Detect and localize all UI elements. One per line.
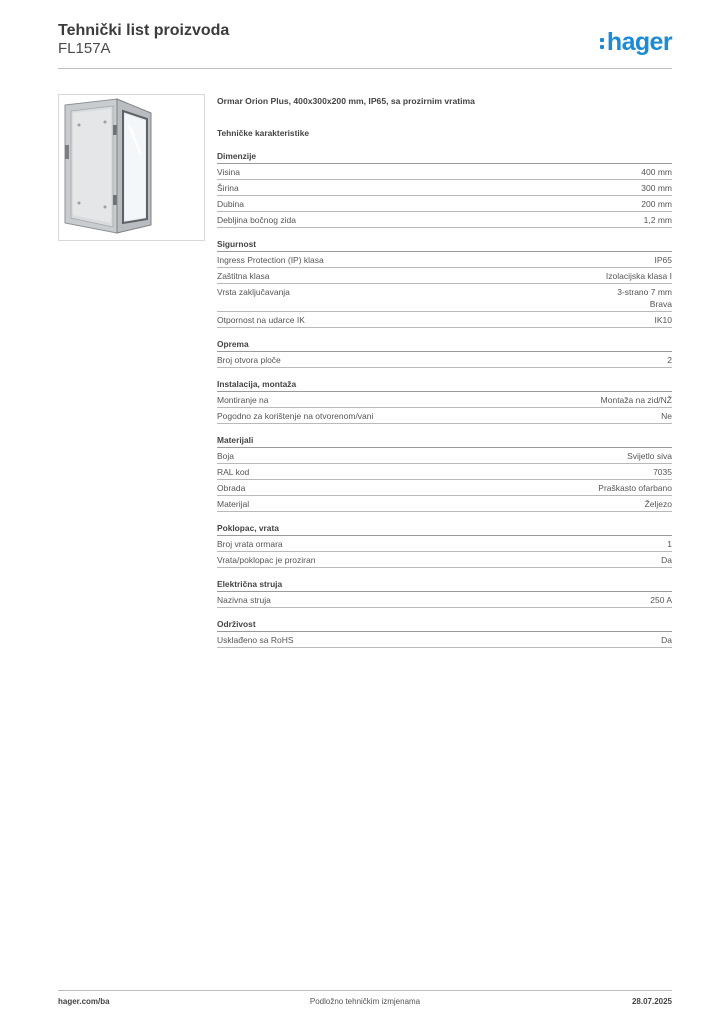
spec-value: 250 A bbox=[650, 595, 672, 605]
spec-label: Zaštitna klasa bbox=[217, 271, 270, 281]
spec-label: Otpornost na udarce IK bbox=[217, 315, 305, 325]
spec-group bbox=[217, 339, 672, 368]
specs-heading: Tehničke karakteristike bbox=[217, 128, 310, 138]
spec-row bbox=[217, 284, 672, 312]
spec-group-title: Instalacija, montaža bbox=[217, 379, 672, 392]
spec-group bbox=[217, 523, 672, 568]
spec-label: Dubina bbox=[217, 199, 244, 209]
spec-row bbox=[217, 212, 672, 228]
spec-row bbox=[217, 496, 672, 512]
spec-groups bbox=[217, 151, 672, 648]
spec-group bbox=[217, 379, 672, 424]
spec-label: Nazivna struja bbox=[217, 595, 271, 605]
spec-group bbox=[217, 579, 672, 608]
spec-label: Ingress Protection (IP) klasa bbox=[217, 255, 324, 265]
footer-website: hager.com/ba bbox=[58, 997, 110, 1006]
spec-row bbox=[217, 252, 672, 268]
spec-group bbox=[217, 151, 672, 228]
spec-value: Montaža na zid/NŽ bbox=[600, 395, 672, 405]
spec-label: Boja bbox=[217, 451, 235, 461]
header-divider bbox=[58, 68, 672, 69]
specifications bbox=[217, 96, 672, 648]
spec-row bbox=[217, 464, 672, 480]
logo-text: hager bbox=[606, 28, 672, 56]
logo-dots-icon bbox=[600, 35, 605, 49]
spec-value: Izolacijska klasa I bbox=[605, 271, 672, 281]
spec-group-title: Održivost bbox=[217, 619, 672, 632]
spec-value: Željezo bbox=[644, 499, 672, 509]
spec-row bbox=[217, 180, 672, 196]
spec-row bbox=[217, 552, 672, 568]
spec-label: Vrsta zaključavanja bbox=[217, 287, 290, 297]
spec-row bbox=[217, 352, 672, 368]
hager-logo bbox=[600, 28, 672, 57]
spec-group-title: Električna struja bbox=[217, 579, 672, 592]
spec-label: RAL kod bbox=[217, 467, 250, 477]
spec-value: Svijetlo siva bbox=[627, 451, 672, 461]
spec-value: Da bbox=[661, 555, 672, 565]
spec-value: 1,2 mm bbox=[643, 215, 672, 225]
document-title: Tehnički list proizvoda bbox=[58, 22, 230, 39]
spec-group-title: Poklopac, vrata bbox=[217, 523, 672, 536]
spec-label: Materijal bbox=[217, 499, 250, 509]
spec-label: Debljina bočnog zida bbox=[217, 215, 296, 225]
spec-group bbox=[217, 619, 672, 648]
spec-group-title: Dimenzije bbox=[217, 151, 672, 164]
spec-label: Montiranje na bbox=[217, 395, 269, 405]
spec-value: 7035 bbox=[653, 467, 672, 477]
footer-notice: Podložno tehničkim izmjenama bbox=[309, 997, 421, 1006]
footer-divider bbox=[58, 990, 672, 991]
spec-row bbox=[217, 632, 672, 648]
spec-label: Broj otvora ploče bbox=[217, 355, 281, 365]
spec-row bbox=[217, 392, 672, 408]
spec-value: IK10 bbox=[654, 315, 672, 325]
spec-group bbox=[217, 435, 672, 512]
spec-value: 200 mm bbox=[641, 199, 672, 209]
spec-value: 3-strano 7 mm Brava bbox=[617, 287, 672, 309]
page-header bbox=[58, 20, 672, 68]
spec-row bbox=[217, 408, 672, 424]
spec-group-title: Materijali bbox=[217, 435, 672, 448]
spec-label: Vrata/poklopac je proziran bbox=[217, 555, 316, 565]
spec-label: Pogodno za korištenje na otvorenom/vani bbox=[217, 411, 374, 421]
spec-group-title: Sigurnost bbox=[217, 239, 672, 252]
spec-value: IP65 bbox=[654, 255, 672, 265]
spec-value: 1 bbox=[667, 539, 672, 549]
spec-label: Širina bbox=[217, 183, 239, 193]
spec-row bbox=[217, 480, 672, 496]
spec-value: Ne bbox=[661, 411, 672, 421]
spec-label: Obrada bbox=[217, 483, 246, 493]
spec-row bbox=[217, 164, 672, 180]
spec-row bbox=[217, 448, 672, 464]
footer-date: 28.07.2025 bbox=[631, 997, 672, 1006]
spec-row bbox=[217, 536, 672, 552]
product-name: Ormar Orion Plus, 400x300x200 mm, IP65, sa prozirnim vratima bbox=[217, 96, 475, 106]
spec-row bbox=[217, 196, 672, 212]
spec-label: Visina bbox=[217, 167, 240, 177]
spec-value: 2 bbox=[667, 355, 672, 365]
spec-label: Broj vrata ormara bbox=[217, 539, 283, 549]
spec-value: Praškasto ofarbano bbox=[598, 483, 672, 493]
spec-value: 400 mm bbox=[641, 167, 672, 177]
spec-row bbox=[217, 592, 672, 608]
product-code: FL157A bbox=[58, 40, 111, 57]
spec-group-title: Oprema bbox=[217, 339, 672, 352]
product-image bbox=[58, 94, 205, 241]
spec-group bbox=[217, 239, 672, 328]
spec-value: 300 mm bbox=[641, 183, 672, 193]
spec-row bbox=[217, 312, 672, 328]
spec-row bbox=[217, 268, 672, 284]
spec-value: Da bbox=[661, 635, 672, 645]
spec-label: Usklađeno sa RoHS bbox=[217, 635, 294, 645]
